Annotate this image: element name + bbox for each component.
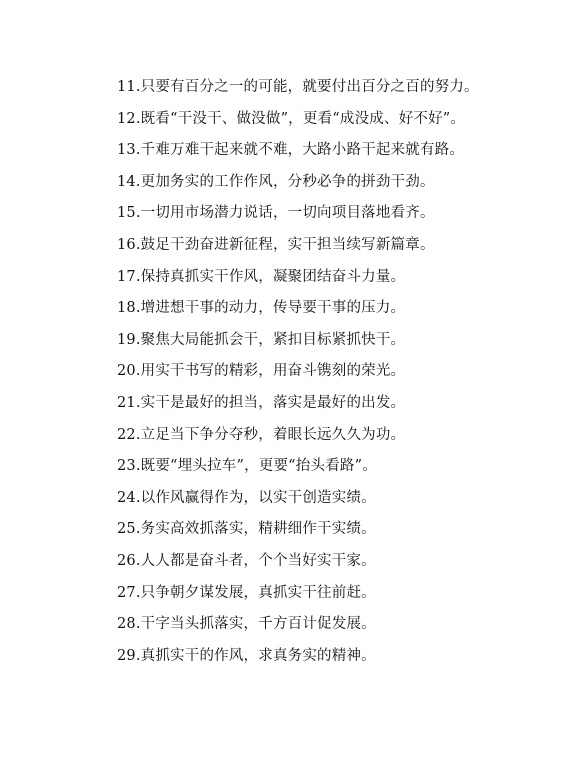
list-item: 15.一切用市场潜力说话，一切向项目落地看齐。 (117, 205, 435, 222)
list-item: 29.真抓实干的作风，求真务实的精神。 (117, 647, 376, 664)
list-item: 28.干字当头抓落实，千方百计促发展。 (117, 616, 376, 633)
list-item: 14.更加务实的工作作风，分秒必争的拼劲干劲。 (117, 173, 435, 190)
list-item: 17.保持真抓实干作风，凝聚团结奋斗力量。 (117, 268, 406, 285)
list-item: 21.实干是最好的担当，落实是最好的出发。 (117, 394, 406, 411)
list-item: 13.千难万难干起来就不难，大路小路干起来就有路。 (117, 142, 465, 159)
list-item: 12.既看“干没干、做没做”，更看“成没成、好不好”。 (117, 110, 466, 127)
list-item: 20.用实干书写的精彩，用奋斗镌刻的荣光。 (117, 363, 406, 380)
list-item: 19.聚焦大局能抓会干，紧扣目标紧抓快干。 (117, 331, 406, 348)
list-item: 24.以作风赢得作为，以实干创造实绩。 (117, 489, 376, 506)
list-item: 23.既要“埋头拉车”，更要“抬头看路”。 (117, 458, 377, 475)
list-item: 27.只争朝夕谋发展，真抓实干往前赶。 (117, 584, 376, 601)
slogan-list (117, 72, 567, 672)
list-item: 18.增进想干事的动力，传导要干事的压力。 (117, 300, 406, 317)
list-item: 11.只要有百分之一的可能，就要付出百分之百的努力。 (117, 79, 479, 95)
list-item: 25.务实高效抓落实，精耕细作干实绩。 (117, 521, 376, 538)
list-item: 16.鼓足干劲奋进新征程，实干担当续写新篇章。 (117, 236, 435, 253)
list-item: 22.立足当下争分夺秒，着眼长远久久为功。 (117, 426, 406, 443)
list-item: 26.人人都是奋斗者，个个当好实干家。 (117, 552, 376, 569)
